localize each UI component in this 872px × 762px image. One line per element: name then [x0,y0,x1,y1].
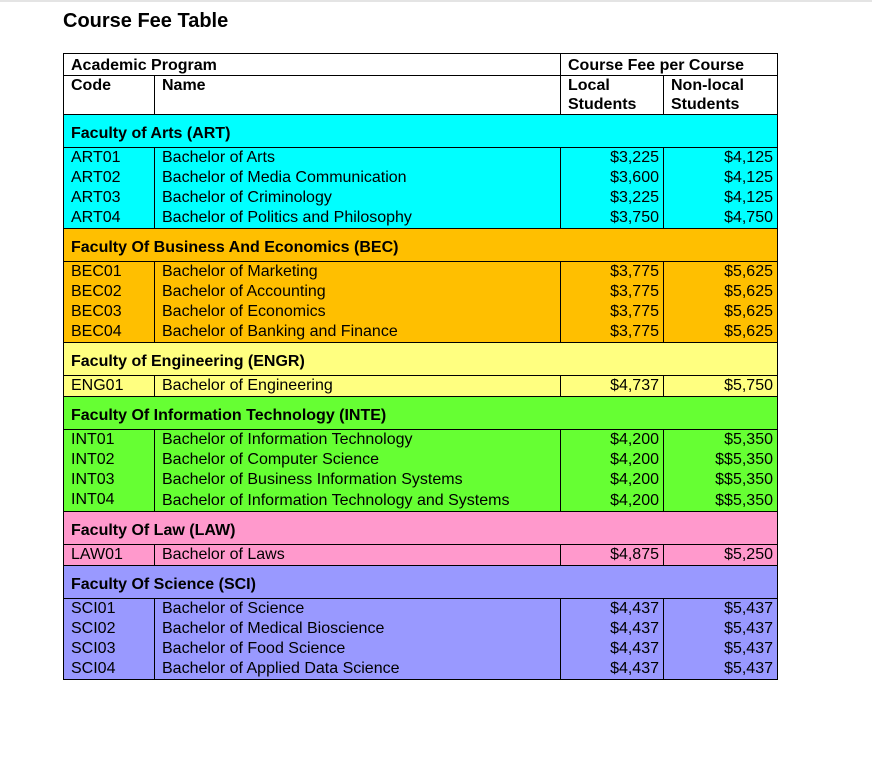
table-row [64,208,778,229]
table-row [64,188,778,208]
program-name: Bachelor of Medical Bioscience [155,619,561,639]
program-code: BEC03 [64,302,155,322]
table-row [64,470,778,490]
program-code: ART03 [64,188,155,208]
local-students-header [561,76,664,115]
local-fee: $4,437 [561,659,664,680]
local-fee: $4,200 [561,470,664,490]
faculty-header-row [64,115,778,148]
local-fee: $4,200 [561,430,664,451]
academic-program-header: Academic Program [64,54,561,76]
nonlocal-fee: $5,625 [664,322,778,343]
nonlocal-fee: $5,625 [664,302,778,322]
program-name: Bachelor of Politics and Philosophy [155,208,561,229]
nonlocal-fee: $$5,350 [664,450,778,470]
program-code: INT01 [64,430,155,451]
nonlocal-fee: $5,250 [664,545,778,566]
program-code: ART01 [64,148,155,169]
local-students-header-line1: Local [568,77,610,94]
faculty-header-row [64,343,778,376]
program-name: Bachelor of Science [155,599,561,620]
program-name: Bachelor of Computer Science [155,450,561,470]
program-name: Bachelor of Information Technology and Systems [155,490,561,512]
program-name: Bachelor of Business Information Systems [155,470,561,490]
top-divider [0,0,872,2]
nonlocal-fee: $$5,350 [664,470,778,490]
program-name: Bachelor of Laws [155,545,561,566]
local-fee: $4,875 [561,545,664,566]
table-row [64,262,778,283]
program-name: Bachelor of Media Communication [155,168,561,188]
nonlocal-fee: $5,350 [664,430,778,451]
local-fee: $3,775 [561,302,664,322]
local-fee: $4,437 [561,619,664,639]
program-name: Bachelor of Banking and Finance [155,322,561,343]
table-row [64,148,778,169]
program-code: BEC01 [64,262,155,283]
table-row [64,639,778,659]
program-name: Bachelor of Criminology [155,188,561,208]
table-row [64,282,778,302]
nonlocal-fee: $5,625 [664,282,778,302]
program-code: LAW01 [64,545,155,566]
table-row [64,659,778,680]
name-header: Name [155,76,561,115]
course-fee-table [63,53,778,680]
local-fee: $3,775 [561,262,664,283]
nonlocal-fee: $5,437 [664,599,778,620]
program-name: Bachelor of Marketing [155,262,561,283]
table-row [64,168,778,188]
local-fee: $3,600 [561,168,664,188]
nonlocal-students-header [664,76,778,115]
program-name: Bachelor of Food Science [155,639,561,659]
program-name: Bachelor of Engineering [155,376,561,397]
table-row [64,545,778,566]
program-code: SCI04 [64,659,155,680]
program-code: INT03 [64,470,155,490]
faculty-header-row [64,512,778,545]
table-row [64,376,778,397]
program-code: ART04 [64,208,155,229]
nonlocal-fee: $4,125 [664,188,778,208]
program-name: Bachelor of Economics [155,302,561,322]
local-fee: $3,775 [561,322,664,343]
page-title: Course Fee Table [63,10,229,32]
program-code: ENG01 [64,376,155,397]
nonlocal-fee: $5,437 [664,619,778,639]
program-code: BEC02 [64,282,155,302]
table-row [64,619,778,639]
program-name: Bachelor of Accounting [155,282,561,302]
nonlocal-fee: $5,625 [664,262,778,283]
program-code: SCI02 [64,619,155,639]
local-fee: $4,437 [561,599,664,620]
faculty-header-row [64,397,778,430]
program-code: ART02 [64,168,155,188]
program-name: Bachelor of Arts [155,148,561,169]
program-code: SCI03 [64,639,155,659]
nonlocal-fee: $4,125 [664,168,778,188]
faculty-header-row [64,566,778,599]
program-name: Bachelor of Information Technology [155,430,561,451]
table-row [64,490,778,512]
nonlocal-fee: $5,437 [664,639,778,659]
nonlocal-fee: $4,750 [664,208,778,229]
program-name: Bachelor of Applied Data Science [155,659,561,680]
program-code: INT04 [64,490,155,512]
nonlocal-fee: $4,125 [664,148,778,169]
nonlocal-fee: $5,750 [664,376,778,397]
program-code: BEC04 [64,322,155,343]
table-row [64,430,778,451]
table-row [64,450,778,470]
table-row [64,322,778,343]
code-header: Code [64,76,155,115]
nonlocal-fee: $5,437 [664,659,778,680]
nonlocal-fee: $$5,350 [664,490,778,512]
faculty-title: Faculty Of Information Technology (INTE) [64,397,778,430]
faculty-title: Faculty of Arts (ART) [64,115,778,148]
local-fee: $4,200 [561,450,664,470]
local-fee: $3,750 [561,208,664,229]
table-row [64,599,778,620]
local-fee: $4,737 [561,376,664,397]
local-fee: $3,775 [561,282,664,302]
faculty-title: Faculty Of Science (SCI) [64,566,778,599]
program-code: INT02 [64,450,155,470]
program-code: SCI01 [64,599,155,620]
local-fee: $4,200 [561,490,664,512]
faculty-title: Faculty of Engineering (ENGR) [64,343,778,376]
faculty-title: Faculty Of Business And Economics (BEC) [64,229,778,262]
local-students-header-line2: Students [568,96,637,113]
local-fee: $4,437 [561,639,664,659]
faculty-title: Faculty Of Law (LAW) [64,512,778,545]
nonlocal-students-header-line1: Non-local [671,77,744,94]
table-row [64,302,778,322]
local-fee: $3,225 [561,188,664,208]
course-fee-header: Course Fee per Course [561,54,778,76]
nonlocal-students-header-line2: Students [671,96,740,113]
local-fee: $3,225 [561,148,664,169]
faculty-header-row [64,229,778,262]
